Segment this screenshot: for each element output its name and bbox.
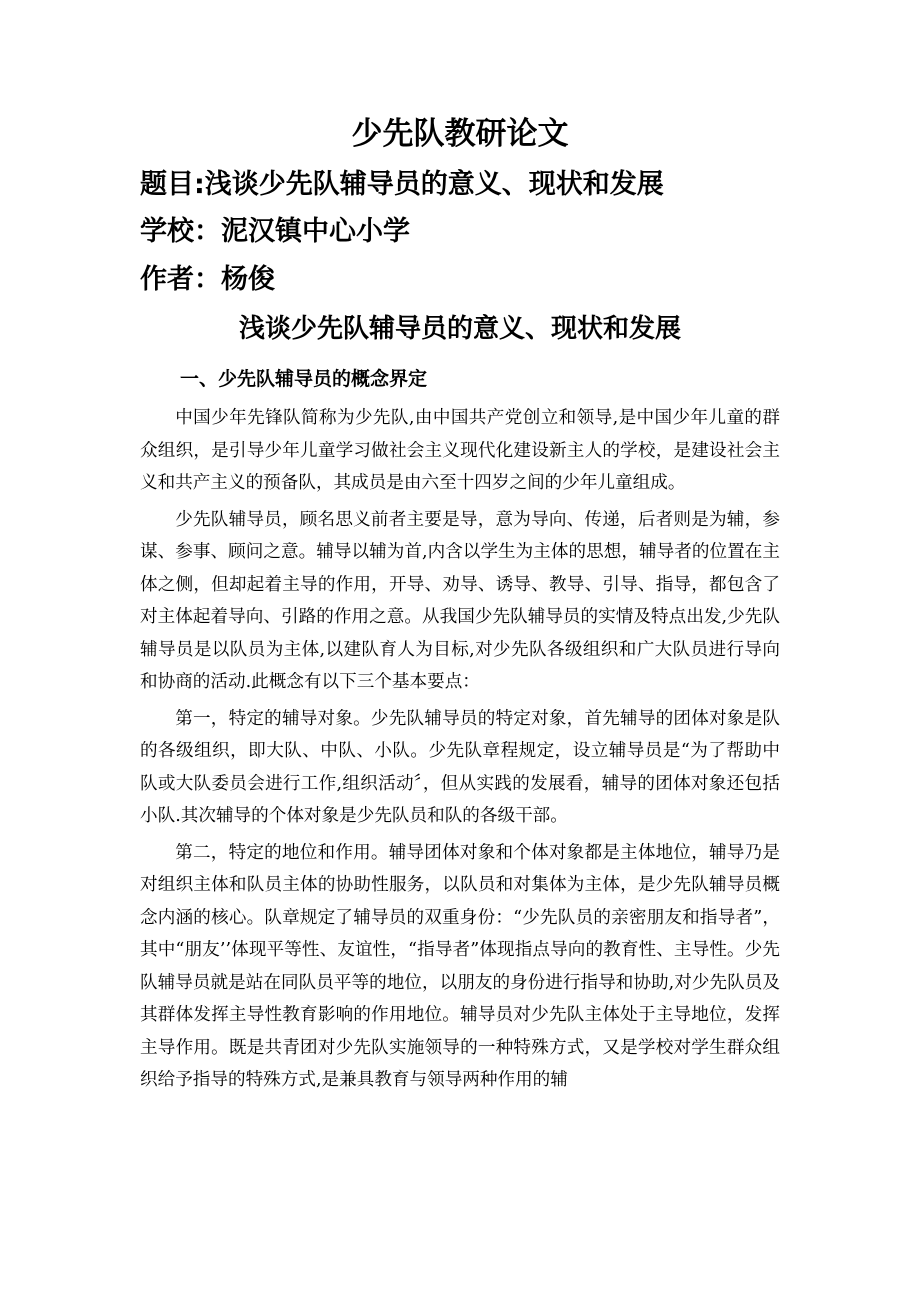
paragraph: 第一，特定的辅导对象。少先队辅导员的特定对象，首先辅导的团体对象是队的各级组织，即大队、中队、小队。少先队章程规定，设立辅导员是“为了帮助中队或大队委员会进行工作,组织活动〞，但从实践的发展看，辅导的团体对象还包括小队.其次辅导的个体对象是少先队员和队的各级干部。: [140, 708, 780, 826]
paragraph: 少先队辅导员，顾名思义前者主要是导，意为导向、传递，后者则是为辅，参谋、参事、顾问之意。辅导以辅为首,内含以学生为主体的思想，辅导者的位置在主体之侧，但却起着主导的作用，开导、劝导、诱导、教导、引导、指导，都包含了对主体起着导向、引路的作用之意。从我国少先队辅导员的实情及特点出发,少先队辅导员是以队员为主体,以建队育人为目标,对少先队各级组织和广大队员进行导向和协商的活动.此概念有以下三个基本要点：: [140, 509, 780, 692]
author-line: 作者：杨俊: [140, 264, 275, 295]
body-text: [140, 402, 780, 1101]
document-title: 少先队教研论文: [351, 116, 569, 152]
paragraph: 第二，特定的地位和作用。辅导团体对象和个体对象都是主体地位，辅导乃是对组织主体和队员主体的协助性服务，以队员和对集体为主体，是少先队辅导员概念内涵的核心。队章规定了辅导员的双重身份：“少先队员的亲密朋友和指导者”，其中“朋友’’体现平等性、友谊性，“指导者”体现指点导向的教育性、主导性。少先队辅导员就是站在同队员平等的地位，以朋友的身份进行指导和协助,对少先队员及其群体发挥主导性教育影响的作用地位。辅导员对少先队主体处于主导地位，发挥主导作用。既是共青团对少先队实施领导的一种特殊方式，又是学校对学生群众组织给予指导的特殊方式,是兼具教育与领导两种作用的辅: [140, 842, 780, 1090]
school-line: 学校：泥汉镇中心小学: [140, 216, 410, 247]
topic-line: 题目:浅谈少先队辅导员的意义、现状和发展: [140, 169, 664, 200]
section-heading: 一、少先队辅导员的概念界定: [180, 368, 428, 390]
paragraph: 中国少年先锋队简称为少先队,由中国共产党创立和领导,是中国少年儿童的群众组织，是引导少年儿童学习做社会主义现代化建设新主人的学校，是建设社会主义和共产主义的预备队，其成员是由六至十四岁之间的少年儿童组成。: [140, 408, 780, 493]
article-subtitle: 浅谈少先队辅导员的意义、现状和发展: [238, 314, 681, 344]
